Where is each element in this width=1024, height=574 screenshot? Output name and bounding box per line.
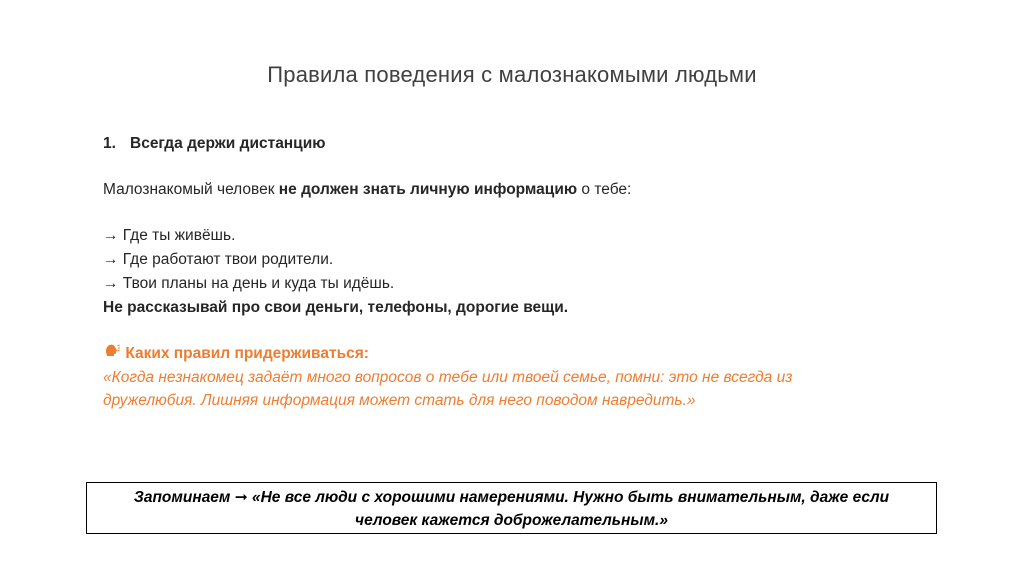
tip-heading xyxy=(103,342,923,366)
speaking-head-icon xyxy=(103,342,121,366)
tip-heading-text: Каких правил придерживаться: xyxy=(125,345,369,362)
rule-heading xyxy=(103,132,923,156)
intro-before: Малознакомый человек xyxy=(103,181,279,198)
remember-box xyxy=(86,482,937,534)
tip-quote-line: «Когда незнакомец задаёт много вопросов о тебе или твоей семье, помни: это не всегда из xyxy=(103,369,793,386)
list-item: → Твои планы на день и куда ты идёшь. xyxy=(103,275,395,292)
remember-line: Запоминаем ➞ «Не все люди с хорошими намерениями. Нужно быть внимательным, даже если xyxy=(133,489,890,506)
intro-after: о тебе: xyxy=(577,181,632,198)
remember-line: человек кажется доброжелательным.» xyxy=(355,512,668,529)
warning-text: Не рассказывай про свои деньги, телефоны, дорогие вещи. xyxy=(103,299,569,316)
slide-content xyxy=(103,132,923,412)
list-item: → Где работают твои родители. xyxy=(103,251,334,268)
rule-heading-text: Всегда держи дистанцию xyxy=(130,135,326,152)
list-item: → Где ты живёшь. xyxy=(103,227,236,244)
intro-bold: не должен знать личную информацию xyxy=(278,181,578,198)
intro-paragraph xyxy=(103,178,923,202)
tip-quote-line: дружелюбия. Лишняя информация может стать для него поводом навредить.» xyxy=(103,392,696,409)
slide-title: Правила поведения с малознакомыми людьми xyxy=(267,62,757,87)
rule-number: 1. xyxy=(103,135,116,152)
tip-quote xyxy=(103,366,923,412)
